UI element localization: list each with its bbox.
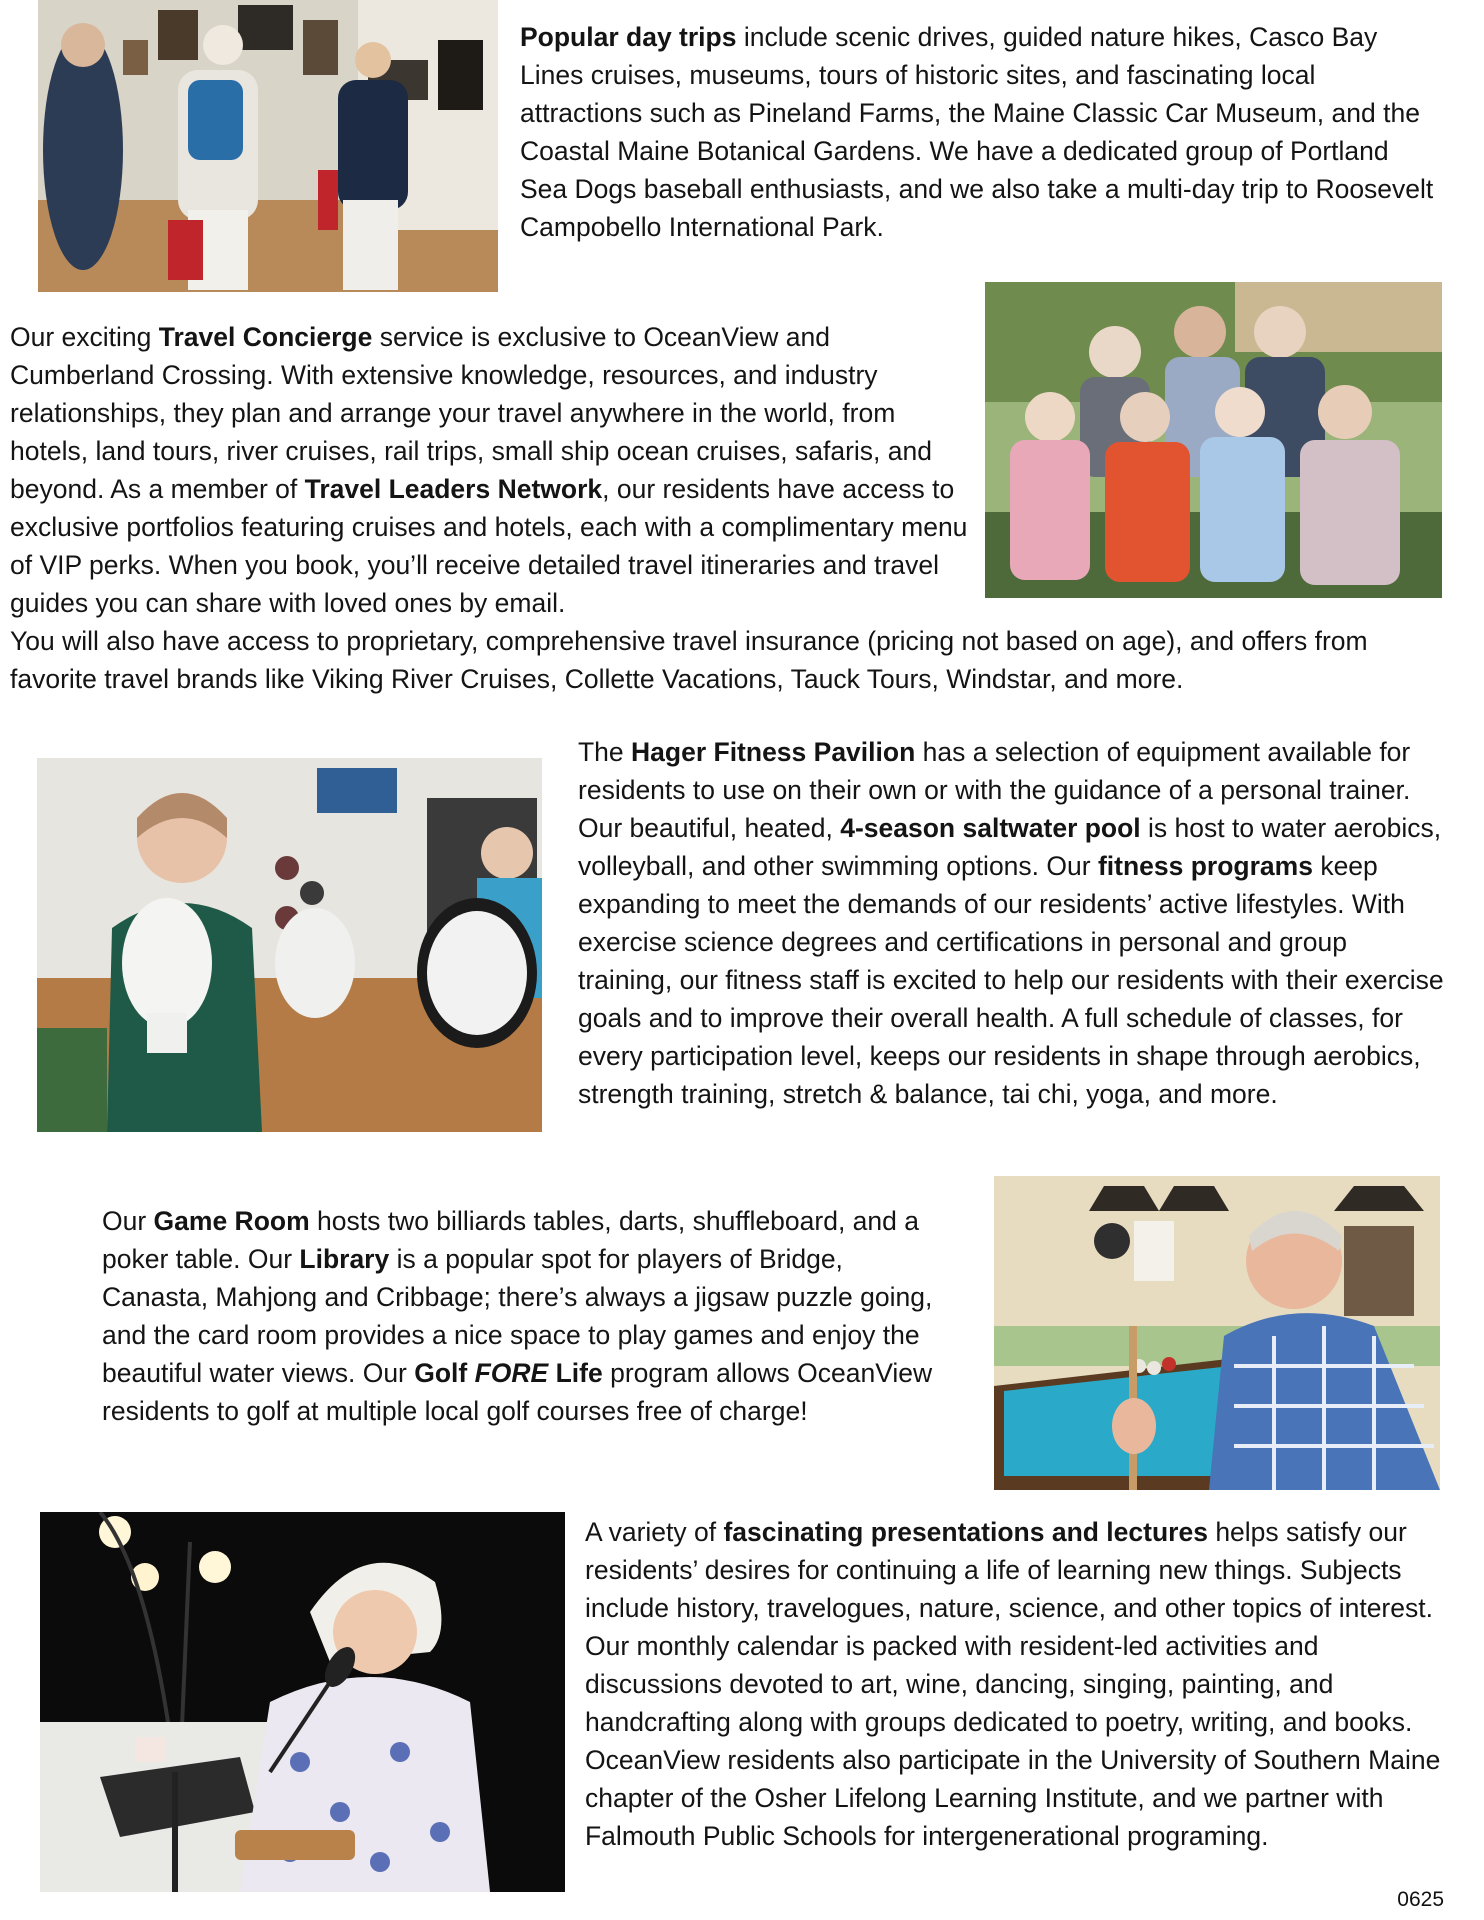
gallery-visitors-photo <box>38 0 498 292</box>
travel-concierge-paragraph <box>10 318 970 622</box>
game-text-4: program allows OceanView residents to golf at multiple local golf courses free of charge! <box>102 1358 933 1426</box>
day-trips-heading: Popular day trips <box>520 22 737 52</box>
golf-heading: Golf <box>414 1358 475 1388</box>
travel-insurance-paragraph <box>10 622 1450 698</box>
fitness-paragraph <box>578 733 1448 1113</box>
saltwater-pool-heading: 4-season saltwater pool <box>840 813 1141 843</box>
travel-text-3: , our residents have access to exclusive portfolios featuring cruises and hotels, each with a complimentary menu of VIP perks. When you book, you’ll receive detailed travel itineraries and travel guides you can share with loved ones by email. <box>10 474 968 618</box>
game-text-1: Our <box>102 1206 154 1236</box>
golf-life-heading: Life <box>548 1358 603 1388</box>
fitness-text-4: keep expanding to meet the demands of our residents’ active lifestyles. With exercise science degrees and certifications in personal and group training, our fitness staff is excited to help our residents with their exercise goals and to improve their overall health. A full schedule of classes, for every participation level, keeps our residents in shape through aerobics, strength training, stretch & balance, tai chi, yoga, and more. <box>578 851 1444 1109</box>
fitness-programs-heading: fitness programs <box>1097 851 1313 881</box>
page-code: 0625 <box>1397 1888 1444 1911</box>
lectures-paragraph <box>585 1513 1455 1855</box>
library-heading: Library <box>299 1244 390 1274</box>
billiards-player-photo <box>994 1176 1440 1490</box>
golf-fore-heading: FORE <box>474 1358 549 1388</box>
group-of-residents-photo <box>985 282 1442 598</box>
day-trips-paragraph <box>520 18 1440 246</box>
travel-text-2: service is exclusive to OceanView and Cumberland Crossing. With extensive knowledge, resources, and industry relationships, they plan and arrange your travel anywhere in the world, from hotels, land tours, river cruises, rail trips, small ship ocean cruises, safaris, and beyond. As a member of <box>10 322 932 504</box>
game-text-2: hosts two billiards tables, darts, shuffleboard, and a poker table. Our <box>102 1206 919 1274</box>
lectures-heading: fascinating presentations and lectures <box>723 1517 1208 1547</box>
game-room-heading: Game Room <box>153 1206 310 1236</box>
fitness-text-2: has a selection of equipment available for residents to use on their own or with the guidance of a personal trainer. Our beautiful, heated, <box>578 737 1411 843</box>
fitness-text-1: The <box>578 737 632 767</box>
fitness-text-3: is host to water aerobics, volleyball, and other swimming options. Our <box>578 813 1442 881</box>
travel-text-4: You will also have access to proprietary, comprehensive travel insurance (pricing not based on age), and offers from favorite travel brands like Viking River Cruises, Collette Vacations, Tauck Tours, Windstar, and more. <box>10 626 1368 694</box>
lecture-performer-photo <box>40 1512 565 1892</box>
lectures-text-2: helps satisfy our residents’ desires for continuing a life of learning new things. Subjects include history, travelogues, nature, science, and other topics of interest. Our monthly calendar is packed with resident-led activities and discussions devoted to art, wine, dancing, singing, painting, and handcrafting along with groups dedicated to poetry, writing, and books. OceanView residents also participate in the University of Southern Maine chapter of the Osher Lifelong Learning Institute, and we partner with Falmouth Public Schools for intergenerational programing. <box>585 1517 1441 1851</box>
game-text-3: is a popular spot for players of Bridge, Canasta, Mahjong and Cribbage; there’s always a jigsaw puzzle going, and the card room provides a nice space to play games and enjoy the beautiful water views. Our <box>102 1244 933 1388</box>
lectures-text-1: A variety of <box>585 1517 724 1547</box>
travel-concierge-heading: Travel Concierge <box>158 322 373 352</box>
travel-text-1: Our exciting <box>10 322 159 352</box>
game-room-paragraph <box>102 1202 952 1430</box>
fitness-pavilion-heading: Hager Fitness Pavilion <box>631 737 916 767</box>
travel-leaders-heading: Travel Leaders Network <box>304 474 603 504</box>
day-trips-body: include scenic drives, guided nature hikes, Casco Bay Lines cruises, museums, tours of historic sites, and fascinating local attractions such as Pineland Farms, the Maine Classic Car Museum, and the Coastal Maine Botanical Gardens. We have a dedicated group of Portland Sea Dogs baseball enthusiasts, and we also take a multi-day trip to Roosevelt Campobello International Park. <box>520 22 1434 242</box>
boxing-fitness-photo <box>37 758 542 1132</box>
